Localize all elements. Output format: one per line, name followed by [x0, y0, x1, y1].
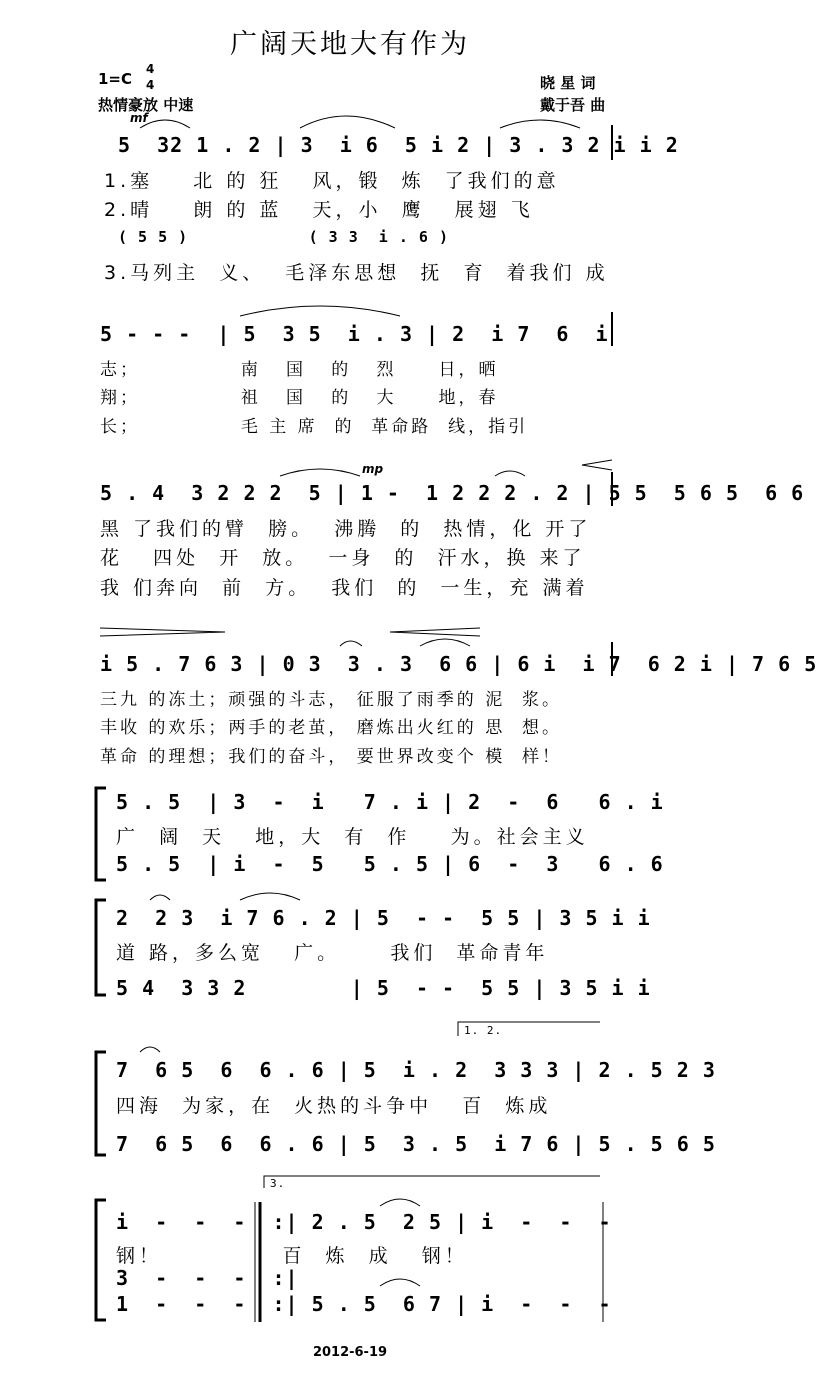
system-5-notes-top: 5 . 5 | 3 - i 7 . i | 2 - 6 6 . i [116, 790, 664, 814]
tempo-marking: 热情豪放 中速 [98, 96, 194, 114]
time-signature-top: 4 [146, 62, 155, 76]
system-4-lyric-1: 三九 的冻土；顽强的斗志， 征服了雨季的 泥 浆。 [100, 690, 563, 710]
system-3-lyric-3: 我 们奔向 前 方。 我们 的 一生，充 满着 [100, 577, 589, 599]
dynamic-mp: mp [362, 462, 384, 476]
page-title: 广阔天地大有作为 [230, 29, 470, 60]
system-8-notes-mid: 3 - - - :| [116, 1266, 299, 1290]
system-6-lyric: 道 路，多么宽 广。 我们 革命青年 [116, 942, 549, 964]
system-1-lyric-2: 2.晴 朗 的 蓝 天，小 鹰 展翅 飞 [104, 199, 534, 221]
system-4-lyric-2: 丰收 的欢乐；两手的老茧， 磨炼出火红的 思 想。 [100, 718, 563, 738]
system-6-notes-bottom: 5 4 3 3 2 | 5 - - 5 5 | 3 5 i i [116, 976, 651, 1000]
system-8-notes-bottom: 1 - - - :| 5 . 5 6 7 | i - - - [116, 1292, 612, 1316]
volta-1-2-label: 1. 2. [464, 1024, 503, 1037]
system-8-lyric: 钢！ 百 炼 成 钢！ [116, 1245, 468, 1267]
system-7-notes-top: 7 6 5 6 6 . 6 | 5 i . 2 3 3 3 | 2 . 5 2 3 [116, 1058, 716, 1082]
volta-3-label: 3. [270, 1177, 286, 1190]
system-5-notes-bottom: 5 . 5 | i - 5 5 . 5 | 6 - 3 6 . 6 [116, 852, 664, 876]
system-3-lyric-1: 黑 了我们的臂 膀。 沸腾 的 热情，化 开了 [100, 518, 592, 540]
system-1-alt-notes: ( 5 5 ) ( 3 3 i . 6 ) [118, 228, 450, 246]
dynamic-mf: mf [130, 111, 148, 125]
system-7-notes-bottom: 7 6 5 6 6 . 6 | 5 3 . 5 i 7 6 | 5 . 5 6 5 [116, 1132, 716, 1156]
system-2-lyric-1: 志； 南 国 的 烈 日，晒 [100, 360, 499, 380]
system-2-notes: 5 - - - | 5 3 5 i . 3 | 2 i 7 6 i [100, 322, 609, 346]
composer: 戴于吾 曲 [540, 96, 606, 114]
system-1-notes: 5 32 1 . 2 | 3 i 6 5 i 2 | 3 . 3 2 i i 2 [118, 133, 679, 157]
lyricist: 晓 星 词 [540, 74, 596, 92]
system-1-lyric-1: 1.塞 北 的 狂 风，锻 炼 了我们的意 [104, 170, 560, 192]
system-4-notes: i 5 . 7 6 3 | 0 3 3 . 3 6 6 | 6 i i 7 6 2 i | 7 6 5 [100, 652, 817, 676]
system-1-lyric-3: 3.马列主 义、 毛泽东思想 抚 育 着我们 成 [104, 262, 609, 284]
system-2-lyric-2: 翔； 祖 国 的 大 地，春 [100, 388, 499, 408]
system-3-notes: 5 . 4 3 2 2 2 5 | 1 - 1 2 2 2 . 2 | 5 5 5 6 5 6 6 [100, 481, 805, 505]
key-signature: 1=C [98, 70, 133, 88]
system-8-notes-top: i - - - :| 2 . 5 2 5 | i - - - [116, 1210, 612, 1234]
system-3-lyric-2: 花 四处 开 放。 一身 的 汗水，换 来了 [100, 547, 586, 569]
system-2-lyric-3: 长； 毛 主 席 的 革命路 线，指引 [100, 417, 529, 437]
system-5-lyric: 广 阔 天 地，大 有 作 为。社会主义 [116, 826, 589, 848]
footer-date: 2012-6-19 [312, 1345, 388, 1360]
time-signature-bottom: 4 [146, 78, 155, 92]
system-6-notes-top: 2 2 3 i 7 6 . 2 | 5 - - 5 5 | 3 5 i i [116, 906, 651, 930]
system-4-lyric-3: 革命 的理想；我们的奋斗， 要世界改变个 模 样！ [100, 747, 563, 767]
system-7-lyric: 四海 为家，在 火热的斗争中 百 炼成 [116, 1095, 552, 1117]
